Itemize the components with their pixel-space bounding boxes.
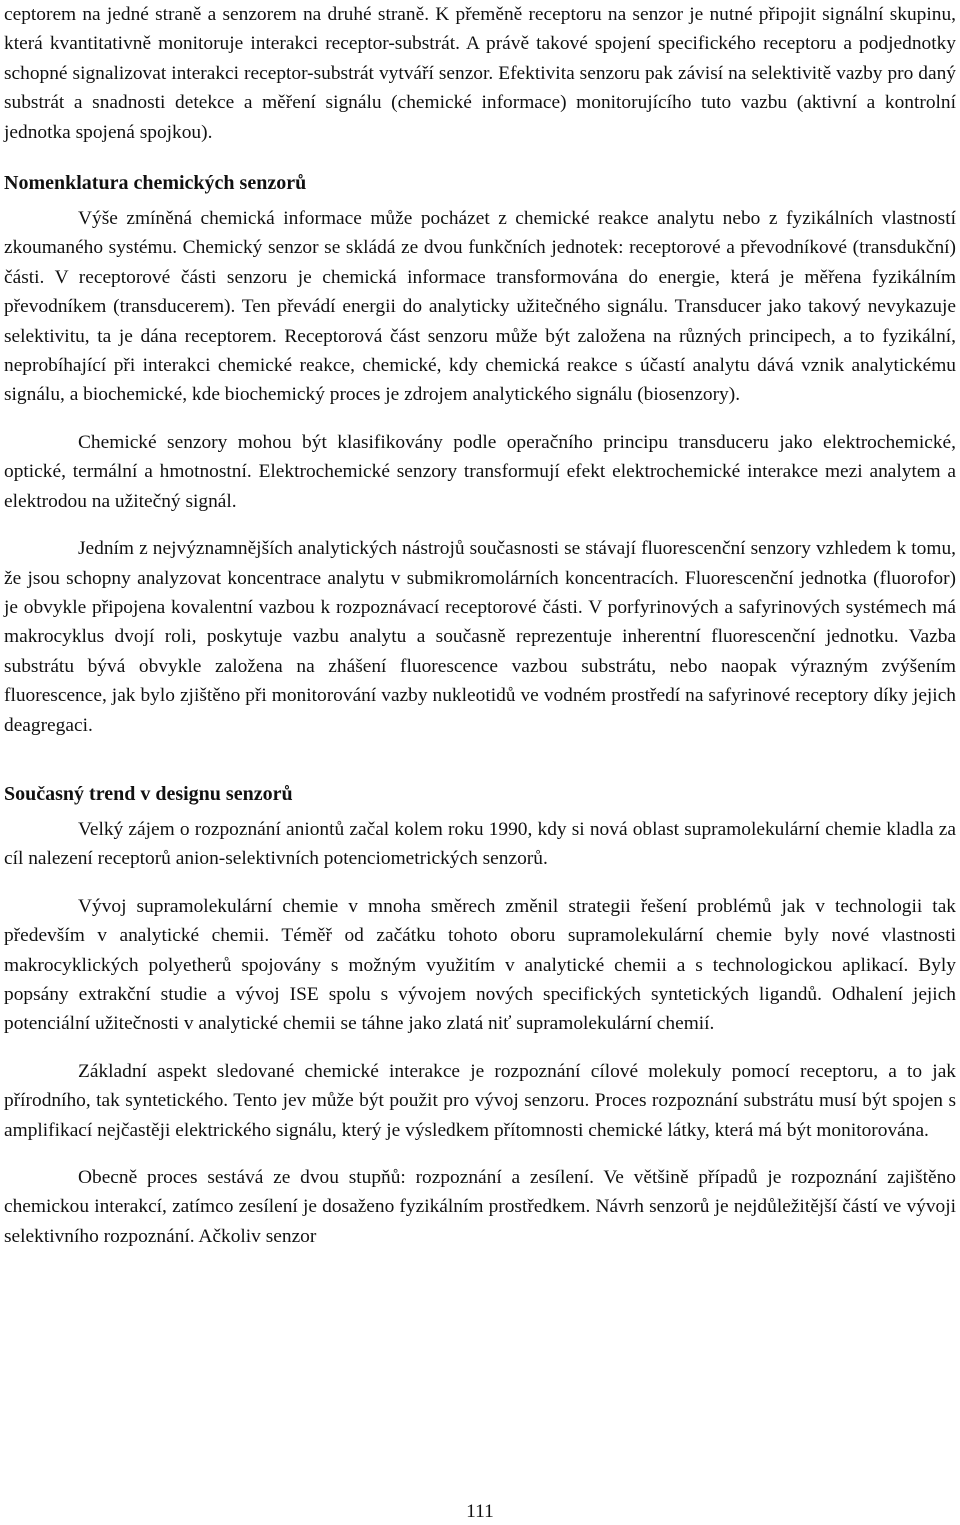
section-heading-nomenclature: Nomenklatura chemických senzorů [4,172,307,195]
page-number: 111 [466,1501,494,1522]
paragraph: Velký zájem o rozpoznání aniontů začal kolem roku 1990, kdy si nová oblast supramolekulární chemie kladla za cíl nalezení receptorů anion-selektivních potenciometrických senzorů. [4,818,956,870]
paragraph: Jedním z nejvýznamnějších analytických nástrojů současnosti se stávají fluorescenční senzory vzhledem k tomu, že jsou schopny analyzovat koncentrace analytu v submikromolárních koncentracích. Fluorescenční jednotka (fluorofor) je obvykle připojena kovalentní vazbou k rozpoznávací receptorové části. V porfyrinových a safyrinových systémech má makrocyklus dvojí roli, poskytuje vazbu analytu a současně reprezentuje inherentní fluorescenční jednotku. Vazba substrátu bývá obvykle založena na zhášení fluorescence vazbou substrátu, nebo naopak výrazným zvýšením fluorescence, jak bylo zjištěno při monitorování vazby nukleotidů ve vodném prostředí na safyrinové receptory díky jejich deagregaci. [4,538,956,736]
paragraph: Výše zmíněná chemická informace může pocházet z chemické reakce analytu nebo z fyzikálních vlastností zkoumaného systému. Chemický senzor se skládá ze dvou funkčních jednotek: receptorové a převodníkové (transdukční) části. V receptorové části senzoru je chemická informace transformována do energie, která je měřena fyzikálním převodníkem (transducerem). Ten převádí energii do analyticky užitečného signálu. Transducer jako takový nevykazuje selektivitu, ta je dána receptorem. Receptorová část senzoru může být založena na různých principech, a to fyzikální, neprobíhající při interakci chemické reakce, chemické, kdy chemická reakce s účastí analytu dává vznik analytickému signálu, a biochemické, kde biochemický proces je zdrojem analytického signálu (biosenzory). [4,208,956,406]
document-page [4,0,956,1525]
paragraph: Chemické senzory mohou být klasifikovány podle operačního principu transduceru jako elektrochemické, optické, termální a hmotnostní. Elektrochemické senzory transformují efekt elektrochemické interakce mezi analytem a elektrodou na užitečný signál. [4,431,956,512]
paragraph: Obecně proces sestává ze dvou stupňů: rozpoznání a zesílení. Ve většině případů je rozpoznání zajištěno chemickou interakcí, zatímco zesílení je dosaženo fyzikálním prostředkem. Návrh senzorů je nejdůležitější částí ve vývoji selektivního rozpoznání. Ačkoliv senzor [4,1167,956,1247]
section-heading-current-trend: Současný trend v designu senzorů [4,782,293,805]
paragraph: Vývoj supramolekulární chemie v mnoha směrech změnil strategii řešení problémů jak v technologii tak především v analytické chemii. Téměř od začátku tohoto oboru supramolekulární chemie byly nové vlastnosti makrocyklických polyetherů spojovány s možným využitím v analytické chemii a s technologickou aplikací. Byly popsány extrakční studie a vývoj ISE spolu s vývojem nových specifických syntetických ligandů. Odhalení jejich potenciální užitečnosti v analytické chemii se táhne jako zlatá niť supramolekulární chemií. [4,895,956,1035]
intro-paragraph: ceptorem na jedné straně a senzorem na druhé straně. K přeměně receptoru na senzor je nutné připojit signální skupinu, která kvantitativně monitoruje interakci receptor-substrát. A právě takové spojení specifického receptoru a podjednotky schopné signalizovat interakci receptor-substrát vytváří senzor. Efektivita senzoru pak závisí na selektivitě vazby pro daný substrát a snadnosti detekce a měření signálu (chemické informace) monitorujícího tuto vazbu (aktivní a kontrolní jednotka spojená spojkou). [4,4,956,143]
paragraph: Základní aspekt sledované chemické interakce je rozpoznání cílové molekuly pomocí receptoru, a to jak přírodního, tak syntetického. Tento jev může být použit pro vývoj senzoru. Proces rozpoznání substrátu musí být spojen s amplifikací nejčastěji elektrického signálu, který je výsledkem přítomnosti chemické látky, která má být monitorována. [4,1060,956,1141]
